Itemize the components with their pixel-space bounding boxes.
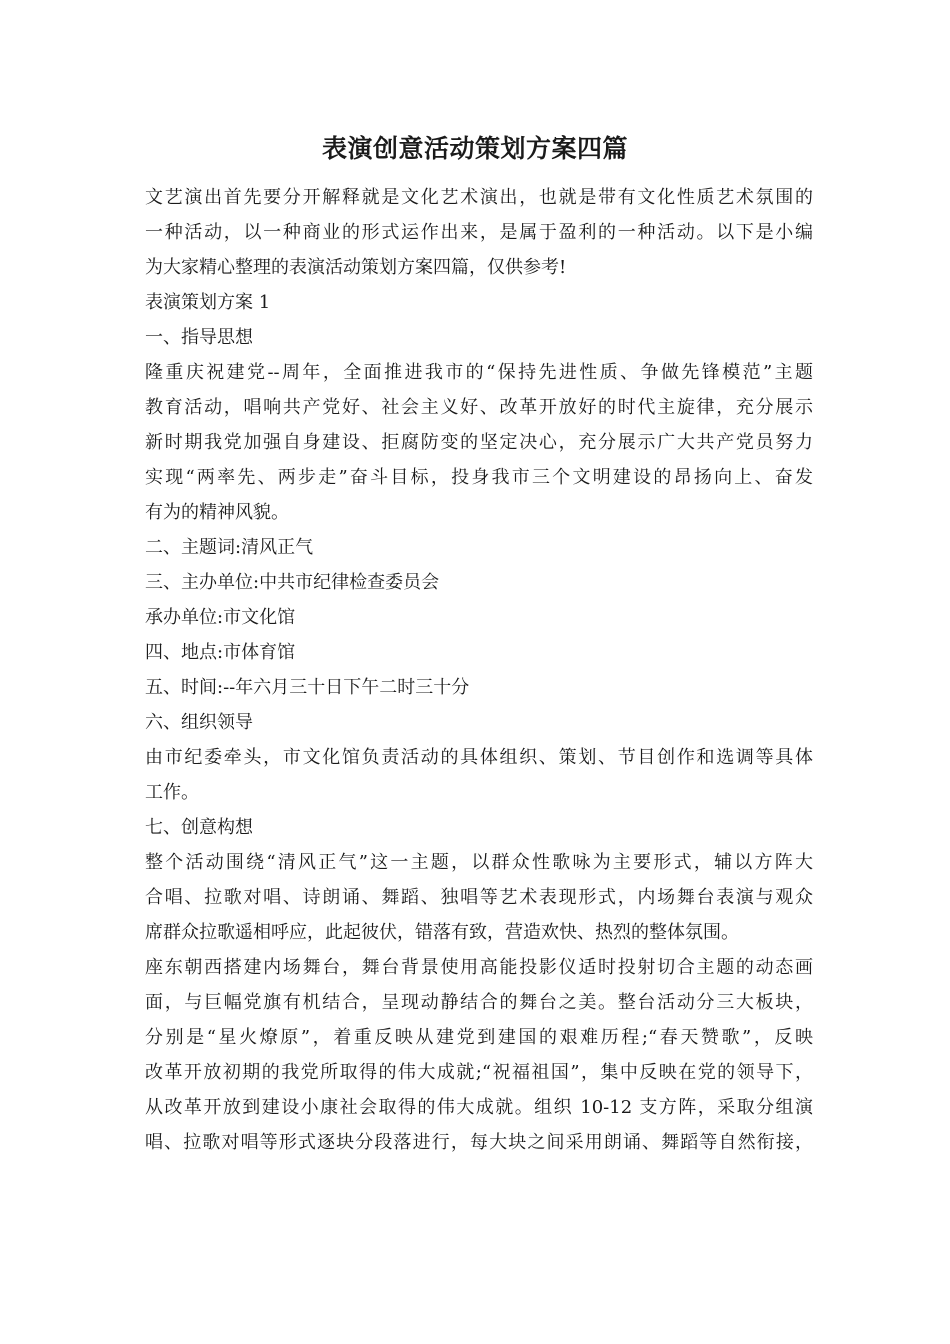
paragraph-line: 合唱、拉歌对唱、诗朗诵、舞蹈、独唱等艺术表现形式，内场舞台表演与观众 [145, 887, 813, 908]
paragraph-line: 实现“两率先、两步走”奋斗目标，投身我市三个文明建设的昂扬向上、奋发 [145, 467, 813, 488]
paragraph-line: 整个活动围绕“清风正气”这一主题，以群众性歌咏为主要形式，辅以方阵大 [145, 852, 813, 873]
document-title: 表演创意活动策划方案四篇 [321, 134, 628, 163]
section-heading: 七、创意构想 [145, 817, 253, 838]
paragraph-line: 工作。 [145, 782, 199, 803]
section-heading: 四、地点:市体育馆 [145, 642, 296, 663]
section-heading: 六、组织领导 [145, 712, 253, 733]
paragraph-line: 面，与巨幅党旗有机结合，呈现动静结合的舞台之美。整台活动分三大板块， [145, 992, 813, 1013]
paragraph-line: 从改革开放到建设小康社会取得的伟大成就。组织 10-12 支方阵，采取分组演 [145, 1097, 813, 1118]
paragraph-line: 唱、拉歌对唱等形式逐块分段落进行，每大块之间采用朗诵、舞蹈等自然衔接， [145, 1132, 813, 1153]
paragraph-line: 有为的精神风貌。 [145, 502, 289, 523]
section-heading: 五、时间:--年六月三十日下午二时三十分 [145, 677, 470, 698]
section-heading: 二、主题词:清风正气 [145, 537, 314, 558]
document-body [145, 180, 813, 1160]
section-heading: 表演策划方案 1 [145, 292, 271, 313]
paragraph-line: 承办单位:市文化馆 [145, 607, 296, 628]
paragraph-line: 由市纪委牵头，市文化馆负责活动的具体组织、策划、节目创作和选调等具体 [145, 747, 813, 768]
paragraph-line: 隆重庆祝建党--周年，全面推进我市的“保持先进性质、争做先锋模范”主题 [145, 362, 813, 383]
section-heading: 一、指导思想 [145, 327, 253, 348]
paragraph-line: 改革开放初期的我党所取得的伟大成就;“祝福祖国”，集中反映在党的领导下， [145, 1062, 813, 1083]
paragraph-line: 席群众拉歌遥相呼应，此起彼伏，错落有致，营造欢快、热烈的整体氛围。 [145, 922, 739, 943]
paragraph-line: 文艺演出首先要分开解释就是文化艺术演出，也就是带有文化性质艺术氛围的 [145, 187, 813, 208]
paragraph-line: 分别是“星火燎原”，着重反映从建党到建国的艰难历程;“春天赞歌”，反映 [145, 1027, 813, 1048]
paragraph-line: 新时期我党加强自身建设、拒腐防变的坚定决心，充分展示广大共产党员努力 [145, 432, 813, 453]
section-heading: 三、主办单位:中共市纪律检查委员会 [145, 572, 440, 593]
paragraph-line: 座东朝西搭建内场舞台，舞台背景使用高能投影仪适时投射切合主题的动态画 [145, 957, 813, 978]
paragraph-line: 一种活动，以一种商业的形式运作出来，是属于盈利的一种活动。以下是小编 [145, 222, 813, 243]
paragraph-line: 为大家精心整理的表演活动策划方案四篇，仅供参考! [145, 257, 567, 278]
paragraph-line: 教育活动，唱响共产党好、社会主义好、改革开放好的时代主旋律，充分展示 [145, 397, 813, 418]
